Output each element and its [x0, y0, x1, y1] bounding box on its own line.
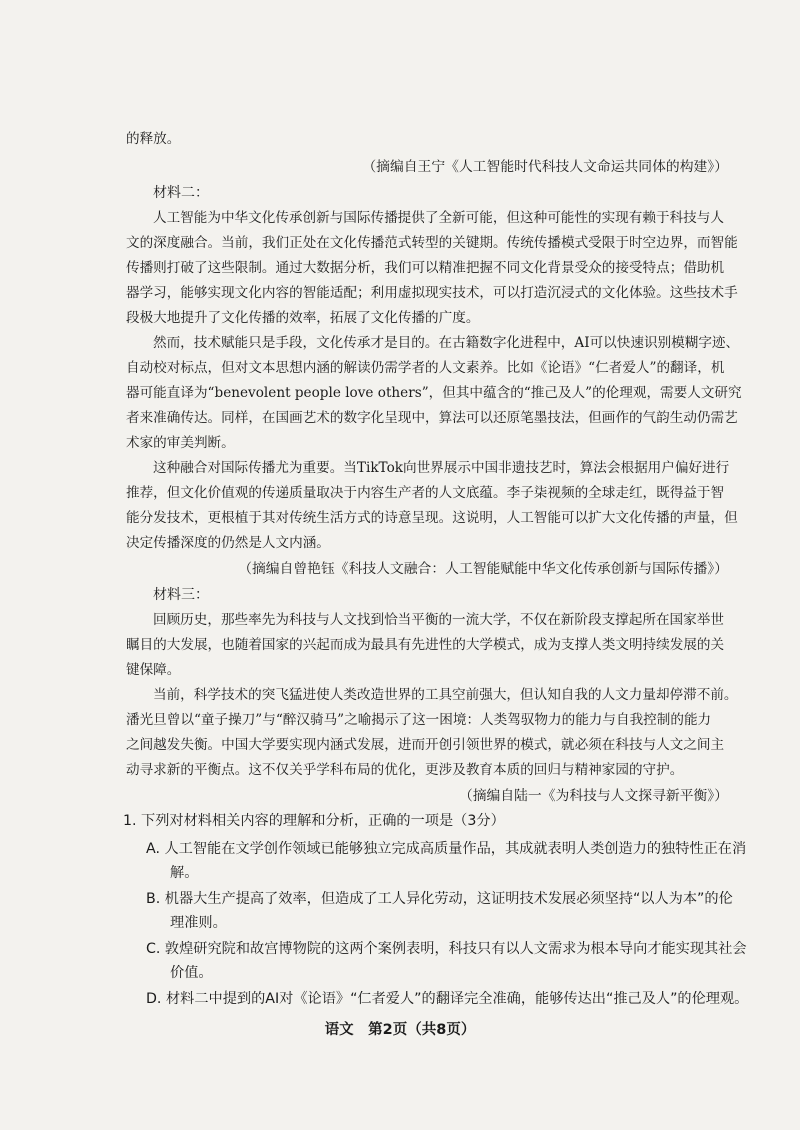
text-line: 键保障。 — [126, 662, 181, 678]
text-line: 推荐，但文化价值观的传递质量取决于内容生产者的人文底蕴。李子柒视频的全球走红，既得益于智 — [126, 485, 725, 501]
option-b-line-2: 理准则。 — [170, 915, 227, 931]
text-line: 器学习，能够实现文化内容的智能适配；利用虚拟现实技术，可以打造沉浸式的文化体验。这些技术手 — [126, 285, 738, 301]
option-c-line-2: 价值。 — [170, 965, 213, 981]
text-line: 段极大地提升了文化传播的效率，拓展了文化传播的广度。 — [126, 310, 480, 326]
text-line: 文的深度融合。当前，我们正处在文化传播范式转型的关键期。传统传播模式受限于时空边界，而智能 — [126, 235, 738, 251]
option-a-line-2: 解。 — [170, 865, 199, 881]
text-line: 然而，技术赋能只是手段，文化传承才是目的。在古籍数字化进程中，AI可以快速识别模糊字迹、 — [153, 335, 740, 351]
option-c-line-1: C. 敦煌研究院和故宫博物院的这两个案例表明，科技只有以人文需求为根本导向才能实现其社会 — [146, 941, 747, 957]
text-line: 之间越发失衡。中国大学要实现内涵式发展，进而开创引领世界的模式，就必须在科技与人文之间主 — [126, 737, 725, 753]
text-line: 传播则打破了这些限制。通过大数据分析，我们可以精准把握不同文化背景受众的接受特点；借助机 — [126, 260, 725, 276]
option-d-line-1: D. 材料二中提到的AI对《论语》“仁者爱人”的翻译完全准确，能够传达出“推己及人”的伦理观。 — [146, 991, 749, 1007]
text-line: 能分发技术，更根植于其对传统生活方式的诗意呈现。这说明，人工智能可以扩大文化传播的声量，但 — [126, 510, 738, 526]
source-citation: （摘编自曾艳钰《科技人文融合：人工智能赋能中华文化传承创新与国际传播》） — [238, 561, 728, 577]
text-line: 自动校对标点，但对文本思想内涵的解读仍需学者的人文素养。比如《论语》“仁者爱人”的翻译，机 — [126, 360, 725, 376]
text-line: 的释放。 — [126, 131, 181, 147]
text-line: 决定传播深度的仍然是人文内涵。 — [126, 535, 330, 551]
question-stem: 1. 下列对材料相关内容的理解和分析，正确的一项是（3分） — [123, 813, 505, 829]
text-line: 回顾历史，那些率先为科技与人文找到恰当平衡的一流大学，不仅在新阶段支撑起所在国家举世 — [153, 612, 724, 628]
text-line: 器可能直译为“benevolent people love others”，但其中蕴含的“推己及人”的伦理观，需要人文研究 — [126, 385, 742, 401]
section-heading: 材料二： — [153, 185, 209, 201]
text-line: 术家的审美判断。 — [126, 435, 235, 451]
text-line: 潘光旦曾以“童子操刀”与“醉汉骑马”之喻揭示了这一困境：人类驾驭物力的能力与自我控制的能力 — [126, 712, 712, 728]
text-line: 动寻求新的平衡点。这不仅关乎学科布局的优化，更涉及教育本质的回归与精神家园的守护。 — [126, 762, 684, 778]
source-citation: （摘编自陆一《为科技与人文探寻新平衡》） — [458, 788, 728, 804]
text-line: 这种融合对国际传播尤为重要。当TikTok向世界展示中国非遗技艺时，算法会根据用户偏好进行 — [153, 460, 730, 476]
option-a-line-1: A. 人工智能在文学创作领域已能够独立完成高质量作品，其成就表明人类创造力的独特性正在消 — [146, 841, 747, 857]
source-citation: （摘编自王宁《人工智能时代科技人文命运共同体的构建》） — [362, 159, 728, 175]
text-line: 瞩目的大发展，也随着国家的兴起而成为最具有先进性的大学模式，成为支撑人类文明持续发展的关 — [126, 637, 725, 653]
text-line: 当前，科学技术的突飞猛进使人类改造世界的工具空前强大，但认知自我的人文力量却停滞不前。 — [153, 687, 738, 703]
section-heading: 材料三： — [153, 587, 209, 603]
option-b-line-1: B. 机器大生产提高了效率，但造成了工人异化劳动，这证明技术发展必须坚持“以人为本”的伦 — [146, 891, 733, 907]
text-line: 者来准确传达。同样，在国画艺术的数字化呈现中，算法可以还原笔墨技法，但画作的气韵生动仍需艺 — [126, 410, 738, 426]
text-line: 人工智能为中华文化传承创新与国际传播提供了全新可能，但这种可能性的实现有赖于科技与人 — [153, 210, 724, 226]
page-footer: 语文 第2页（共8页） — [324, 1022, 476, 1038]
